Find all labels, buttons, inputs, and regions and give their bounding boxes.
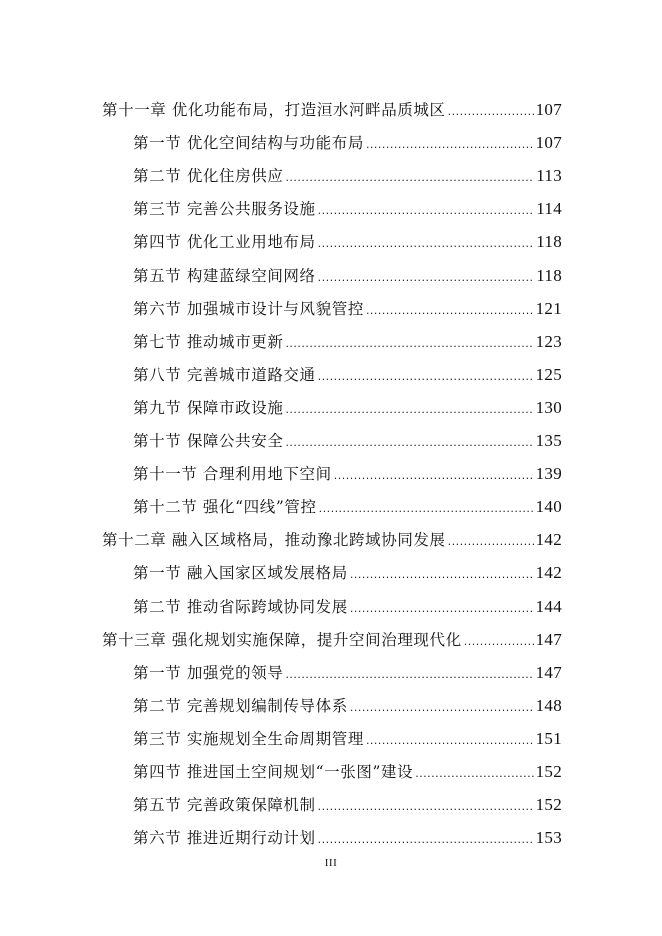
toc-dot-leader: [285, 667, 533, 683]
toc-entry-page-number: 125: [535, 364, 562, 384]
toc-dot-leader: [334, 468, 534, 484]
toc-entry-page-number: 144: [535, 596, 562, 616]
toc-entry-page-number: 107: [535, 100, 562, 120]
toc-chapter-entry[interactable]: [102, 87, 562, 120]
toc-entry-page-number: 113: [536, 166, 562, 186]
toc-dot-leader: [448, 104, 534, 120]
toc-entry-page-number: 118: [536, 232, 562, 252]
toc-entry-page-number: 114: [536, 199, 562, 219]
toc-chapter-entry[interactable]: [102, 617, 562, 650]
toc-entry-title: 第八节 完善城市道路交通: [133, 365, 316, 384]
toc-dot-leader: [464, 634, 534, 650]
toc-entry-title: 第一节 优化空间结构与功能布局: [133, 134, 364, 153]
toc-entry-title: 第二节 优化住房供应: [133, 167, 284, 186]
toc-dot-leader: [318, 270, 535, 286]
toc-entry-title: 第十二节 强化“四线”管控: [133, 498, 317, 517]
toc-entry-title: 第二节 完善规划编制传导体系: [133, 696, 348, 715]
toc-entry-page-number: 107: [535, 133, 562, 153]
toc-entry-page-number: 151: [535, 728, 562, 748]
table-of-contents: [102, 87, 562, 848]
toc-section-entry[interactable]: [102, 451, 562, 484]
toc-entry-page-number: 152: [535, 761, 562, 781]
toc-entry-page-number: 130: [535, 397, 562, 417]
toc-entry-title: 第十节 保障公共安全: [133, 432, 284, 451]
toc-entry-page-number: 121: [535, 298, 562, 318]
toc-section-entry[interactable]: [102, 252, 562, 285]
toc-entry-page-number: 147: [535, 629, 562, 649]
toc-entry-page-number: 153: [535, 828, 562, 848]
toc-dot-leader: [350, 700, 534, 716]
toc-entry-title: 第二节 推动省际跨域协同发展: [133, 597, 348, 616]
toc-section-entry[interactable]: [102, 650, 562, 683]
toc-dot-leader: [350, 567, 534, 583]
toc-dot-leader: [285, 170, 534, 186]
toc-entry-title: 第七节 推动城市更新: [133, 332, 284, 351]
toc-section-entry[interactable]: [102, 550, 562, 583]
toc-section-entry[interactable]: [102, 385, 562, 418]
toc-dot-leader: [318, 799, 534, 815]
toc-section-entry[interactable]: [102, 352, 562, 385]
toc-dot-leader: [319, 501, 534, 517]
page-number: III: [324, 857, 338, 869]
toc-section-entry[interactable]: [102, 749, 562, 782]
toc-entry-title: 第九节 保障市政设施: [133, 398, 284, 417]
toc-entry-title: 第十二章 融入区域格局，推动豫北跨域协同发展: [102, 531, 446, 550]
toc-section-entry[interactable]: [102, 153, 562, 186]
toc-dot-leader: [285, 402, 533, 418]
toc-section-entry[interactable]: [102, 286, 562, 319]
toc-dot-leader: [318, 203, 535, 219]
toc-entry-title: 第四节 推进国土空间规划“一张图”建设: [133, 762, 414, 781]
toc-section-entry[interactable]: [102, 120, 562, 153]
toc-dot-leader: [285, 435, 533, 451]
toc-entry-page-number: 140: [535, 497, 562, 517]
toc-entry-title: 第一节 融入国家区域发展格局: [133, 564, 348, 583]
toc-dot-leader: [285, 336, 533, 352]
toc-entry-title: 第三节 实施规划全生命周期管理: [133, 729, 364, 748]
toc-entry-title: 第十一节 合理利用地下空间: [133, 465, 332, 484]
toc-entry-page-number: 142: [535, 563, 562, 583]
toc-entry-title: 第十三章 强化规划实施保障，提升空间治理现代化: [102, 630, 462, 649]
toc-section-entry[interactable]: [102, 484, 562, 517]
toc-entry-page-number: 123: [535, 331, 562, 351]
toc-dot-leader: [318, 236, 535, 252]
toc-section-entry[interactable]: [102, 583, 562, 616]
toc-section-entry[interactable]: [102, 782, 562, 815]
toc-entry-page-number: 135: [535, 431, 562, 451]
toc-entry-title: 第三节 完善公共服务设施: [133, 200, 316, 219]
toc-dot-leader: [350, 601, 534, 617]
toc-section-entry[interactable]: [102, 319, 562, 352]
toc-dot-leader: [415, 766, 533, 782]
toc-entry-title: 第五节 完善政策保障机制: [133, 796, 316, 815]
toc-entry-page-number: 152: [535, 795, 562, 815]
toc-dot-leader: [366, 303, 534, 319]
toc-dot-leader: [366, 137, 534, 153]
toc-entry-page-number: 118: [536, 265, 562, 285]
toc-section-entry[interactable]: [102, 815, 562, 848]
toc-dot-leader: [318, 832, 534, 848]
toc-entry-title: 第四节 优化工业用地布局: [133, 233, 316, 252]
toc-entry-title: 第一节 加强党的领导: [133, 663, 284, 682]
toc-entry-page-number: 147: [535, 662, 562, 682]
toc-entry-title: 第十一章 优化功能布局，打造洹水河畔品质城区: [102, 101, 446, 120]
toc-entry-page-number: 139: [535, 464, 562, 484]
toc-dot-leader: [318, 369, 534, 385]
toc-entry-title: 第六节 推进近期行动计划: [133, 829, 316, 848]
toc-section-entry[interactable]: [102, 418, 562, 451]
toc-section-entry[interactable]: [102, 683, 562, 716]
toc-entry-title: 第六节 加强城市设计与风貌管控: [133, 299, 364, 318]
toc-entry-page-number: 142: [535, 530, 562, 550]
toc-section-entry[interactable]: [102, 716, 562, 749]
toc-section-entry[interactable]: [102, 186, 562, 219]
toc-entry-page-number: 148: [535, 695, 562, 715]
toc-chapter-entry[interactable]: [102, 517, 562, 550]
toc-dot-leader: [366, 733, 534, 749]
toc-entry-title: 第五节 构建蓝绿空间网络: [133, 266, 316, 285]
toc-dot-leader: [448, 534, 534, 550]
toc-section-entry[interactable]: [102, 219, 562, 252]
